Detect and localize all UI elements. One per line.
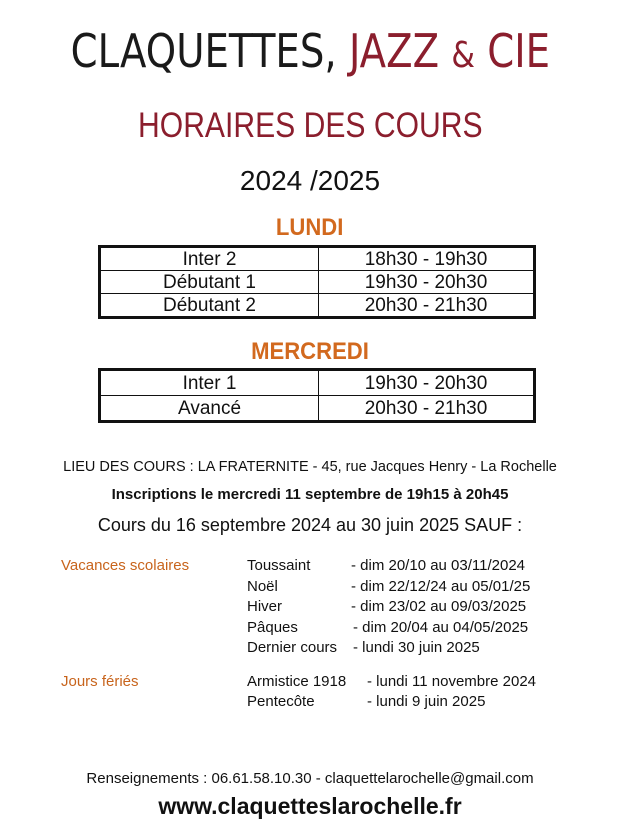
time-cell: 20h30 - 21h30 xyxy=(319,396,535,422)
website-link[interactable]: www.claquetteslarochelle.fr xyxy=(158,793,462,819)
table-row xyxy=(100,247,535,271)
brand-ampersand: & xyxy=(451,35,475,76)
schedule-table-mercredi xyxy=(98,368,536,423)
holiday-name: Dernier cours xyxy=(247,639,338,656)
brand-word-jazz: JAZZ xyxy=(348,24,439,78)
schedule-table-lundi xyxy=(98,245,536,319)
venue-text: LIEU DES COURS : LA FRATERNITE - 45, rue Jacques Henry - La Rochelle xyxy=(63,459,557,475)
contact-info: Renseignements : 06.61.58.10.30 - claquettelarochelle@gmail.com xyxy=(86,770,534,787)
time-cell: 19h30 - 20h30 xyxy=(319,370,535,396)
holiday-dates: - dim 20/04 au 04/05/2025 xyxy=(353,619,529,636)
brand-logo xyxy=(0,20,620,87)
level-cell: Inter 1 xyxy=(100,370,319,396)
list-item xyxy=(247,672,536,693)
day-heading-mercredi: MERCREDI xyxy=(251,338,369,365)
list-item xyxy=(247,556,525,577)
table-row xyxy=(100,396,535,422)
holiday-dates: - dim 23/02 au 09/03/2025 xyxy=(351,598,527,615)
holiday-dates: - lundi 11 novembre 2024 xyxy=(367,673,536,690)
list-item xyxy=(247,577,530,598)
table-row xyxy=(100,370,535,396)
time-cell: 19h30 - 20h30 xyxy=(319,271,535,294)
level-cell: Avancé xyxy=(100,396,319,422)
level-cell: Inter 2 xyxy=(100,247,319,271)
season: 2024 /2025 xyxy=(239,165,381,196)
list-item xyxy=(247,638,480,659)
holiday-name: Noël xyxy=(247,578,278,595)
level-cell: Débutant 2 xyxy=(100,294,319,318)
holiday-dates: - dim 22/12/24 au 05/01/25 xyxy=(351,578,531,595)
page-title: HORAIRES DES COURS xyxy=(137,106,483,145)
holiday-name: Armistice 1918 xyxy=(247,673,347,690)
time-cell: 20h30 - 21h30 xyxy=(319,294,535,318)
day-heading-lundi: LUNDI xyxy=(276,214,344,241)
time-cell: 18h30 - 19h30 xyxy=(319,247,535,271)
holiday-name: Pentecôte xyxy=(247,693,315,710)
holiday-dates: - dim 20/10 au 03/11/2024 xyxy=(351,557,526,574)
holiday-name: Hiver xyxy=(247,598,283,615)
holiday-name: Toussaint xyxy=(247,557,311,574)
holiday-dates: - lundi 9 juin 2025 xyxy=(367,693,486,710)
school-holidays-label: Vacances scolaires xyxy=(61,557,190,574)
brand-word-claquettes: CLAQUETTES, xyxy=(70,24,337,78)
holiday-name: Pâques xyxy=(247,619,298,636)
registration-text: Inscriptions le mercredi 11 septembre de 19h15 à 20h45 xyxy=(111,486,509,503)
public-holidays-label: Jours fériés xyxy=(61,673,139,690)
list-item xyxy=(247,692,485,713)
brand-word-cie: CIE xyxy=(486,24,550,78)
course-dates-text: Cours du 16 septembre 2024 au 30 juin 2025 SAUF : xyxy=(97,515,523,535)
list-item xyxy=(247,597,526,618)
holiday-dates: - lundi 30 juin 2025 xyxy=(353,639,480,656)
table-row xyxy=(100,294,535,318)
list-item xyxy=(247,618,528,639)
level-cell: Débutant 1 xyxy=(100,271,319,294)
table-row xyxy=(100,271,535,294)
